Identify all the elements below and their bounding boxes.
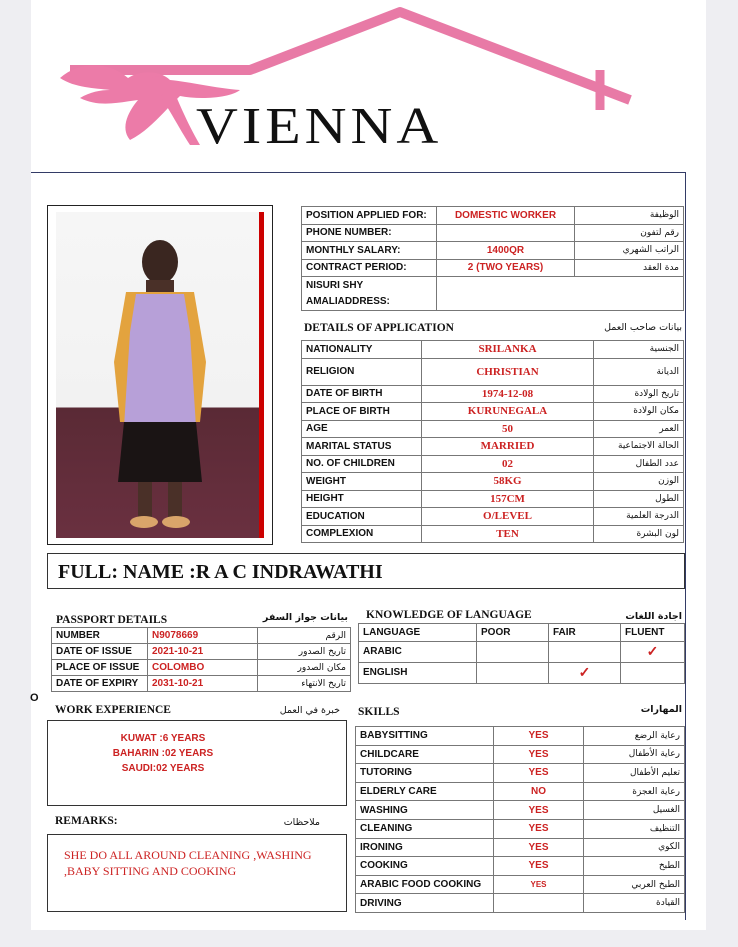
table-row	[356, 801, 685, 820]
table-row	[302, 455, 684, 473]
detail-value: TEN	[422, 525, 594, 543]
work-line: KUWAT :6 YEARS	[120, 733, 206, 744]
table-row	[302, 259, 684, 277]
detail-label: COMPLEXION	[302, 525, 422, 543]
detail-label: NATIONALITY	[302, 341, 422, 359]
salary-ar: الراتب الشهري	[575, 242, 684, 260]
table-row	[356, 838, 685, 857]
detail-value: KURUNEGALA	[422, 403, 594, 421]
detail-ar: لون البشرة	[594, 525, 684, 543]
work-line: SAUDI:02 YEARS	[121, 763, 205, 774]
passport-title-ar: بيانات جواز السفر	[262, 612, 348, 623]
passport-label: NUMBER	[52, 628, 148, 644]
language-poor	[477, 641, 549, 662]
table-row	[356, 727, 685, 746]
skill-ar: رعاية الرضع	[584, 727, 685, 746]
work-title: WORK EXPERIENCE	[55, 704, 171, 716]
work-experience-box	[47, 720, 347, 806]
table-row	[302, 508, 684, 526]
phone-value	[437, 224, 575, 242]
full-name: FULL: NAME :R A C INDRAWATHI	[47, 553, 685, 589]
contract-value: 2 (TWO YEARS)	[437, 259, 575, 277]
skill-label: DRIVING	[356, 894, 494, 913]
table-row	[302, 490, 684, 508]
language-name: ARABIC	[359, 641, 477, 662]
skill-label: CLEANING	[356, 819, 494, 838]
address-line1: NISURI SHY	[306, 279, 364, 291]
table-row	[302, 341, 684, 359]
skill-ar: الطبخ العربي	[584, 875, 685, 894]
skill-ar: رعاية العجزة	[584, 782, 685, 801]
phone-label: PHONE NUMBER:	[302, 224, 437, 242]
skill-value: YES	[494, 857, 584, 876]
skill-ar: تعليم الأطفال	[584, 764, 685, 783]
skill-value: YES	[494, 875, 584, 894]
table-row	[302, 473, 684, 491]
skill-label: ARABIC FOOD COOKING	[356, 875, 494, 894]
detail-value: 50	[422, 420, 594, 438]
detail-label: AGE	[302, 420, 422, 438]
language-title: KNOWLEDGE OF LANGUAGE	[366, 609, 532, 621]
table-row	[356, 819, 685, 838]
skill-label: COOKING	[356, 857, 494, 876]
table-row	[359, 662, 685, 683]
detail-value: O/LEVEL	[422, 508, 594, 526]
language-header: POOR	[477, 624, 549, 642]
language-title-ar: اجادة اللغات	[625, 611, 682, 622]
detail-ar: الجنسية	[594, 341, 684, 359]
detail-label: HEIGHT	[302, 490, 422, 508]
table-row	[302, 277, 684, 311]
skill-ar: التنظيف	[584, 819, 685, 838]
language-name: ENGLISH	[359, 662, 477, 683]
position-label: POSITION APPLIED FOR:	[302, 207, 437, 225]
passport-value: 2031-10-21	[148, 676, 258, 692]
passport-value: COLOMBO	[148, 660, 258, 676]
detail-label: DATE OF BIRTH	[302, 385, 422, 403]
contract-label: CONTRACT PERIOD:	[302, 259, 437, 277]
detail-ar: العمر	[594, 420, 684, 438]
table-row	[52, 628, 351, 644]
table-row	[356, 857, 685, 876]
work-title-ar: خبرة في العمل	[279, 705, 340, 716]
table-row	[302, 224, 684, 242]
skill-label: WASHING	[356, 801, 494, 820]
skill-value: YES	[494, 838, 584, 857]
detail-value: MARRIED	[422, 438, 594, 456]
detail-ar: مكان الولادة	[594, 403, 684, 421]
skill-ar: الكوي	[584, 838, 685, 857]
table-row	[302, 420, 684, 438]
detail-ar: الديانة	[594, 358, 684, 385]
applicant-figure	[56, 212, 264, 538]
applicant-photo-frame	[47, 205, 273, 545]
table-row	[52, 676, 351, 692]
detail-ar: عدد الطفال	[594, 455, 684, 473]
table-row	[52, 644, 351, 660]
detail-ar: الدرجة العلمية	[594, 508, 684, 526]
position-table	[301, 206, 684, 311]
skills-table	[355, 726, 685, 913]
position-ar: الوظيفة	[575, 207, 684, 225]
passport-label: DATE OF ISSUE	[52, 644, 148, 660]
skill-value: YES	[494, 819, 584, 838]
remarks-line2: ,BABY SITTING AND COOKING	[64, 864, 237, 878]
language-table	[358, 623, 685, 684]
position-value: DOMESTIC WORKER	[437, 207, 575, 225]
passport-label: DATE OF EXPIRY	[52, 676, 148, 692]
work-line: BAHARIN :02 YEARS	[112, 748, 214, 759]
phone-ar: رقم لتفون	[575, 224, 684, 242]
detail-ar: الوزن	[594, 473, 684, 491]
table-row	[302, 207, 684, 225]
language-poor	[477, 662, 549, 683]
margin-marker: O	[30, 692, 39, 704]
passport-value: 2021-10-21	[148, 644, 258, 660]
skill-ar: الطبخ	[584, 857, 685, 876]
details-title: DETAILS OF APPLICATION	[304, 322, 454, 334]
remarks-title-ar: ملاحظات	[283, 817, 320, 828]
detail-ar: الحالة الاجتماعية	[594, 438, 684, 456]
table-row	[52, 660, 351, 676]
skill-value: YES	[494, 727, 584, 746]
passport-ar: مكان الصدور	[258, 660, 351, 676]
remarks-line1: SHE DO ALL AROUND CLEANING ,WASHING	[64, 848, 312, 862]
detail-label: MARITAL STATUS	[302, 438, 422, 456]
language-header: FLUENT	[621, 624, 685, 642]
passport-table	[51, 627, 351, 692]
skills-title-ar: المهارات	[640, 704, 682, 715]
skill-label: IRONING	[356, 838, 494, 857]
address-label	[302, 277, 437, 311]
skill-label: BABYSITTING	[356, 727, 494, 746]
address-value	[437, 277, 684, 311]
skill-value: YES	[494, 764, 584, 783]
table-row	[359, 624, 685, 642]
detail-label: EDUCATION	[302, 508, 422, 526]
table-row	[356, 894, 685, 913]
detail-ar: تاريخ الولادة	[594, 385, 684, 403]
detail-value: 1974-12-08	[422, 385, 594, 403]
detail-value: 157CM	[422, 490, 594, 508]
salary-value: 1400QR	[437, 242, 575, 260]
table-row	[302, 242, 684, 260]
detail-value: CHRISTIAN	[422, 358, 594, 385]
table-row	[356, 875, 685, 894]
language-fluent	[621, 662, 685, 683]
salary-label: MONTHLY SALARY:	[302, 242, 437, 260]
details-title-ar: بيانات صاحب العمل	[604, 322, 682, 333]
skill-ar: الغسيل	[584, 801, 685, 820]
address-line2: AMALIADDRESS:	[306, 295, 390, 307]
table-row	[302, 525, 684, 543]
skill-ar: رعاية الأطفال	[584, 745, 685, 764]
skills-title: SKILLS	[358, 706, 400, 718]
skill-label: ELDERLY CARE	[356, 782, 494, 801]
table-row	[359, 641, 685, 662]
detail-value: 02	[422, 455, 594, 473]
contract-ar: مدة العقد	[575, 259, 684, 277]
details-table	[301, 340, 684, 543]
skill-value	[494, 894, 584, 913]
detail-value: SRILANKA	[422, 341, 594, 359]
passport-ar: تاريخ الصدور	[258, 644, 351, 660]
brand-name: VIENNA	[196, 96, 443, 155]
skill-value: NO	[494, 782, 584, 801]
remarks-box	[47, 834, 347, 912]
passport-ar: تاريخ الانتهاء	[258, 676, 351, 692]
language-header: LANGUAGE	[359, 624, 477, 642]
passport-ar: الرقم	[258, 628, 351, 644]
passport-value: N9078669	[148, 628, 258, 644]
remarks-title: REMARKS:	[55, 815, 118, 827]
detail-ar: الطول	[594, 490, 684, 508]
table-row	[356, 764, 685, 783]
language-fair	[549, 641, 621, 662]
applicant-photo	[56, 212, 264, 538]
table-row	[356, 745, 685, 764]
skill-value: YES	[494, 801, 584, 820]
detail-label: WEIGHT	[302, 473, 422, 491]
passport-label: PLACE OF ISSUE	[52, 660, 148, 676]
detail-value: 58KG	[422, 473, 594, 491]
detail-label: NO. OF CHILDREN	[302, 455, 422, 473]
table-row	[302, 438, 684, 456]
table-row	[356, 782, 685, 801]
detail-label: PLACE OF BIRTH	[302, 403, 422, 421]
language-header: FAIR	[549, 624, 621, 642]
skill-label: CHILDCARE	[356, 745, 494, 764]
detail-label: RELIGION	[302, 358, 422, 385]
skill-label: TUTORING	[356, 764, 494, 783]
table-row	[302, 403, 684, 421]
skill-ar: القيادة	[584, 894, 685, 913]
table-row	[302, 385, 684, 403]
passport-title: PASSPORT DETAILS	[56, 614, 168, 626]
table-row	[302, 358, 684, 385]
language-fluent: ✓	[621, 641, 685, 662]
language-fair: ✓	[549, 662, 621, 683]
skill-value: YES	[494, 745, 584, 764]
